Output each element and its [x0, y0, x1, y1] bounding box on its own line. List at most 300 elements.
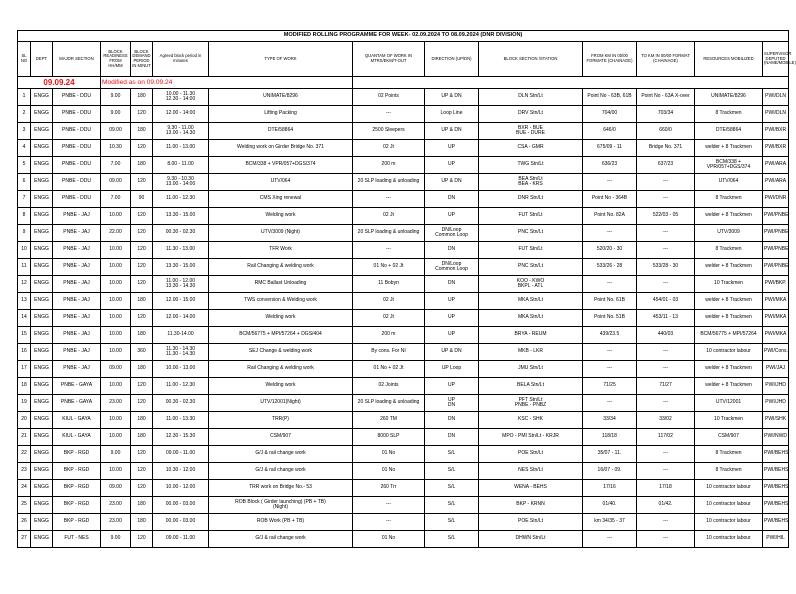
cell-to: 117/02 [637, 429, 695, 446]
cell-readiness: 9.00 [101, 531, 131, 548]
cell-agreed: 11.30-14.00 [153, 327, 209, 344]
cell-direction: UP [425, 140, 479, 157]
table-row [18, 429, 789, 446]
subheader-row [18, 77, 789, 89]
cell-quantum: 260 Trr [353, 480, 425, 497]
cell-to: --- [637, 446, 695, 463]
cell-section: KIUL - GAYA [53, 429, 101, 446]
programme-date: 09.09.24 [18, 77, 101, 89]
cell-direction: DN/Loop Common Loop [425, 225, 479, 242]
modified-note: Modified as on 09.09.24 [101, 77, 353, 89]
cell-period: 120 [131, 463, 153, 480]
cell-resources: 10 contractor labour [695, 480, 763, 497]
cell-block: PNC Stn/Lt [479, 225, 583, 242]
cell-agreed: 00.00 - 03.00 [153, 514, 209, 531]
table-row [18, 497, 789, 514]
cell-quantum: 01 No [353, 531, 425, 548]
table-row [18, 208, 789, 225]
cell-block: DHWN Stn/Lt [479, 531, 583, 548]
cell-from: 439/23.5 [583, 327, 637, 344]
table-row [18, 191, 789, 208]
cell-period: 120 [131, 395, 153, 412]
cell-to: --- [637, 225, 695, 242]
cell-quantum: 01 No [353, 446, 425, 463]
cell-direction: UP [425, 378, 479, 395]
cell-section: PNBE - JAJ [53, 293, 101, 310]
cell-direction: Loop Line [425, 106, 479, 123]
cell-quantum: 02 Joints [353, 378, 425, 395]
cell-section: PNBE - JAJ [53, 259, 101, 276]
cell-supervisor: PWI/HIL [763, 531, 789, 548]
cell-quantum: 01 No + 02 Jt [353, 361, 425, 378]
table-row [18, 463, 789, 480]
cell-section: PNBE - JAJ [53, 344, 101, 361]
cell-dept: ENGG [31, 429, 53, 446]
cell-work: TFR Work [209, 242, 353, 259]
cell-block: TWG Stn/Lt [479, 157, 583, 174]
cell-to: --- [637, 361, 695, 378]
cell-supervisor: PWI/JAJ [763, 361, 789, 378]
cell-sl: 12 [18, 276, 31, 293]
cell-readiness: 10.00 [101, 276, 131, 293]
cell-direction: UP Loop [425, 361, 479, 378]
cell-resources: 10 contractor labour [695, 497, 763, 514]
cell-direction: UP [425, 157, 479, 174]
cell-from: 17/16 [583, 480, 637, 497]
cell-work: TWS conversion & Welding work [209, 293, 353, 310]
cell-work: BCM/338 + VPR/057+DGS/374 [209, 157, 353, 174]
cell-section: PNBE - GAYA [53, 395, 101, 412]
cell-from: --- [583, 361, 637, 378]
cell-quantum: 2500 Sleepers [353, 123, 425, 140]
cell-period: 120 [131, 276, 153, 293]
table-row [18, 446, 789, 463]
cell-section: PNBE - GAYA [53, 378, 101, 395]
cell-direction: UP [425, 327, 479, 344]
table-row [18, 514, 789, 531]
cell-resources: UNIMATE/8296 [695, 89, 763, 106]
cell-work: Welding work on Girder Bridge No. 371 [209, 140, 353, 157]
cell-resources: welder + 8 Trackmen [695, 378, 763, 395]
cell-dept: ENGG [31, 395, 53, 412]
cell-from: 35/07 - 11. [583, 446, 637, 463]
cell-block: MPO - PMI Stn/Lt - KRJR [479, 429, 583, 446]
cell-resources: DTE/58864 [695, 123, 763, 140]
cell-block: BKP - KRNN [479, 497, 583, 514]
cell-dept: ENGG [31, 480, 53, 497]
cell-readiness: 9.00 [101, 89, 131, 106]
cell-agreed: 11.00 - 12.30 [153, 378, 209, 395]
cell-agreed: 12.00 - 15.00 [153, 293, 209, 310]
cell-to: 33/02 [637, 412, 695, 429]
cell-supervisor: PWI/BEHS [763, 463, 789, 480]
cell-supervisor: PWI/PNBE [763, 242, 789, 259]
cell-block: BXR - BUE BUE - DURE [479, 123, 583, 140]
cell-to: --- [637, 463, 695, 480]
cell-agreed: 12.30 - 15.30 [153, 429, 209, 446]
cell-supervisor: PWI/Cons. [763, 344, 789, 361]
cell-to: 454/01 - 03 [637, 293, 695, 310]
header-agreed: Agreed block period in minutes [153, 42, 209, 77]
cell-section: FUT - NES [53, 531, 101, 548]
cell-section: BKP - RGD [53, 514, 101, 531]
cell-direction: DN/Loop Common Loop [425, 259, 479, 276]
cell-section: KIUL - GAYA [53, 412, 101, 429]
cell-from: 16/07 - 09. [583, 463, 637, 480]
cell-agreed: 10.00 - 12.00 [153, 480, 209, 497]
cell-section: PNBE - JAJ [53, 242, 101, 259]
cell-block: NES Stn/Lt [479, 463, 583, 480]
cell-supervisor: PWI/BEHS [763, 480, 789, 497]
cell-quantum: 260 TM [353, 412, 425, 429]
cell-to: 522/03 - 05 [637, 208, 695, 225]
cell-agreed: 8.00 - 11.00 [153, 157, 209, 174]
cell-resources: CSM/907 [695, 429, 763, 446]
cell-quantum: 20 SLP loading & unloading [353, 225, 425, 242]
table-row [18, 378, 789, 395]
cell-section: PNBE - JAJ [53, 327, 101, 344]
cell-from: 636/23 [583, 157, 637, 174]
cell-section: PNBE - DDU [53, 106, 101, 123]
cell-block: BRYA - REUM [479, 327, 583, 344]
cell-readiness: 10.00 [101, 242, 131, 259]
cell-from: 520/20 - 30 [583, 242, 637, 259]
cell-readiness: 10.00 [101, 259, 131, 276]
cell-readiness: 10.00 [101, 327, 131, 344]
cell-resources: BCM/56775 + MPI/57264 [695, 327, 763, 344]
table-row [18, 276, 789, 293]
cell-work: ROB Work (PB + TB) [209, 514, 353, 531]
cell-agreed: 09.00 - 11.00 [153, 446, 209, 463]
table-row [18, 106, 789, 123]
cell-supervisor: PWI/PNBE [763, 225, 789, 242]
cell-dept: ENGG [31, 531, 53, 548]
cell-work: UTV/12001(Night) [209, 395, 353, 412]
cell-readiness: 10.00 [101, 310, 131, 327]
cell-supervisor: PWI/ARA [763, 157, 789, 174]
cell-dept: ENGG [31, 310, 53, 327]
cell-work: CSM/907 [209, 429, 353, 446]
cell-to: 440/03 [637, 327, 695, 344]
cell-readiness: 9.00 [101, 106, 131, 123]
cell-block: MKB - LKR [479, 344, 583, 361]
cell-period: 180 [131, 327, 153, 344]
table-row [18, 259, 789, 276]
cell-sl: 24 [18, 480, 31, 497]
cell-work: TRR work on Bridge No.- 53 [209, 480, 353, 497]
cell-work: Welding work [209, 208, 353, 225]
cell-from: Point No. 82A [583, 208, 637, 225]
cell-to: 17/18 [637, 480, 695, 497]
cell-sl: 21 [18, 429, 31, 446]
cell-sl: 16 [18, 344, 31, 361]
cell-block: BELA Stn/Lt [479, 378, 583, 395]
header-readiness: BLOCK READINESS FROM HH/MM [101, 42, 131, 77]
cell-block: DRV Stn/Lt [479, 106, 583, 123]
cell-period: 120 [131, 140, 153, 157]
table-row [18, 242, 789, 259]
table-row [18, 480, 789, 497]
cell-period: 180 [131, 514, 153, 531]
sheet-title: MODIFIED ROLLING PROGRAMME FOR WEEK- 02.09.2024 TO 08.09.2024 (DNR DIVISION) [18, 31, 789, 42]
cell-sl: 23 [18, 463, 31, 480]
cell-agreed: 11.00 - 12.30 [153, 191, 209, 208]
cell-resources: 10 contractor labour [695, 344, 763, 361]
header-period: BLOCK DEMAND PERIOD IN MINUT [131, 42, 153, 77]
table-row [18, 174, 789, 191]
cell-work: G/J & rail change work [209, 446, 353, 463]
cell-resources: welder + 8 Trackmen [695, 208, 763, 225]
cell-resources: welder + 8 Trackmen [695, 293, 763, 310]
cell-sl: 14 [18, 310, 31, 327]
cell-block: FUT Stn/Lt [479, 208, 583, 225]
cell-work: UTV/3009 (Night) [209, 225, 353, 242]
cell-to: 01/42. [637, 497, 695, 514]
cell-quantum: 8000 SLP [353, 429, 425, 446]
cell-supervisor: PWI/SHK [763, 412, 789, 429]
cell-block: KOO - KWO BKPL - ATL [479, 276, 583, 293]
cell-readiness: 10.00 [101, 378, 131, 395]
cell-dept: ENGG [31, 174, 53, 191]
header-quantum: QUANTAM OF WORK IN MTRS/EKM/T-OUT [353, 42, 425, 77]
cell-to: --- [637, 276, 695, 293]
cell-to: --- [637, 514, 695, 531]
cell-work: CMS Xing renewal [209, 191, 353, 208]
cell-resources: 10 contractor labour [695, 531, 763, 548]
cell-dept: ENGG [31, 106, 53, 123]
header-section: MAJOR SECTION [53, 42, 101, 77]
cell-direction: UP [425, 293, 479, 310]
cell-direction: S/L [425, 514, 479, 531]
cell-agreed: 00.30 - 02.30 [153, 395, 209, 412]
cell-readiness: 9.00 [101, 446, 131, 463]
cell-dept: ENGG [31, 497, 53, 514]
cell-quantum: 20 SLP loading & unloading [353, 174, 425, 191]
cell-agreed: 9.30 - 10.30 13.00 - 14:00 [153, 174, 209, 191]
cell-sl: 20 [18, 412, 31, 429]
cell-agreed: 13.30 - 15.00 [153, 208, 209, 225]
cell-section: BKP - RGD [53, 446, 101, 463]
table-row [18, 123, 789, 140]
cell-supervisor: PWI/MKA [763, 310, 789, 327]
cell-work: Lifting Packing [209, 106, 353, 123]
subheader-blank [353, 77, 789, 89]
cell-resources: 10 Trackmen [695, 412, 763, 429]
cell-block: POE Stn/Lt [479, 514, 583, 531]
cell-work: Rail Changing & welding work [209, 259, 353, 276]
cell-period: 90 [131, 191, 153, 208]
cell-supervisor: PWI/BXR [763, 123, 789, 140]
cell-agreed: 11.30 - 14.30 11.30 - 14.30 [153, 344, 209, 361]
cell-dept: ENGG [31, 276, 53, 293]
header-block-section: BLOCK SECTION /STATION [479, 42, 583, 77]
cell-work: TRR(P) [209, 412, 353, 429]
cell-from: --- [583, 225, 637, 242]
header-resources: RESOURCES MOBILIZED [695, 42, 763, 77]
cell-section: PNBE - DDU [53, 174, 101, 191]
cell-period: 120 [131, 480, 153, 497]
cell-readiness: 23.00 [101, 395, 131, 412]
cell-dept: ENGG [31, 463, 53, 480]
cell-quantum: --- [353, 242, 425, 259]
cell-section: PNBE - JAJ [53, 310, 101, 327]
cell-sl: 5 [18, 157, 31, 174]
cell-agreed: 09.00 - 11.00 [153, 531, 209, 548]
cell-dept: ENGG [31, 446, 53, 463]
table-row [18, 412, 789, 429]
table-row [18, 89, 789, 106]
cell-sl: 13 [18, 293, 31, 310]
cell-dept: ENGG [31, 344, 53, 361]
cell-agreed: 11.00 - 13.30 [153, 412, 209, 429]
cell-block: FUT Stn/Lt [479, 242, 583, 259]
cell-resources: welder + 8 Trackmen [695, 259, 763, 276]
cell-resources: BCM/338 + VPR/057+DGS/374 [695, 157, 763, 174]
cell-direction: UP & DN [425, 344, 479, 361]
cell-work: Welding work [209, 378, 353, 395]
cell-section: PNBE - DDU [53, 89, 101, 106]
rolling-programme-table [17, 30, 796, 548]
cell-period: 120 [131, 310, 153, 327]
cell-resources: 8 Trackmen [695, 106, 763, 123]
cell-direction: S/L [425, 480, 479, 497]
cell-period: 360 [131, 344, 153, 361]
header-work: TYPE OF WORK [209, 42, 353, 77]
cell-work: ROB Block ( Girder launching) (PB + TB) (Night) [209, 497, 353, 514]
cell-period: 180 [131, 157, 153, 174]
cell-sl: 15 [18, 327, 31, 344]
cell-block: MKA Stn/Lt [479, 310, 583, 327]
cell-block: PFT Stn/Lt PNBE - PNBZ [479, 395, 583, 412]
cell-agreed: 11.00 - 12.00 13.30 - 14.30 [153, 276, 209, 293]
cell-work: DTE/58864 [209, 123, 353, 140]
cell-supervisor: PWI/BEHS [763, 446, 789, 463]
cell-direction: S/L [425, 463, 479, 480]
cell-block: DNR Stn/Lt [479, 191, 583, 208]
cell-sl: 3 [18, 123, 31, 140]
cell-quantum: 200 m [353, 157, 425, 174]
cell-dept: ENGG [31, 378, 53, 395]
table-row [18, 293, 789, 310]
table-row [18, 140, 789, 157]
header-direction: DIRECTION (UP/DN) [425, 42, 479, 77]
cell-sl: 6 [18, 174, 31, 191]
cell-work: Welding work [209, 310, 353, 327]
cell-section: PNBE - DDU [53, 157, 101, 174]
cell-readiness: 09.00 [101, 174, 131, 191]
cell-period: 180 [131, 429, 153, 446]
cell-readiness: 10.00 [101, 344, 131, 361]
cell-sl: 9 [18, 225, 31, 242]
cell-sl: 1 [18, 89, 31, 106]
cell-from: --- [583, 395, 637, 412]
cell-dept: ENGG [31, 89, 53, 106]
cell-sl: 2 [18, 106, 31, 123]
cell-agreed: 12.00 - 14.00 [153, 310, 209, 327]
cell-resources: 8 Trackmen [695, 242, 763, 259]
cell-from: Point No - 63B, 61B [583, 89, 637, 106]
cell-resources: 10 Trackmen [695, 276, 763, 293]
cell-supervisor: PWI/BEHS [763, 497, 789, 514]
cell-block: BEA Stn/Lt BEA - KRS [479, 174, 583, 191]
cell-readiness: 23.00 [101, 514, 131, 531]
cell-agreed: 10.00 - 13.00 [153, 361, 209, 378]
cell-direction: DN [425, 412, 479, 429]
cell-section: BKP - RGD [53, 497, 101, 514]
cell-agreed: 10.00 - 11.30 12.30 - 14:00 [153, 89, 209, 106]
cell-agreed: 13.30 - 15.00 [153, 259, 209, 276]
cell-work: RMC Ballast Unloading [209, 276, 353, 293]
cell-direction: DN [425, 191, 479, 208]
cell-to: 453/11 - 13 [637, 310, 695, 327]
cell-readiness: 10.30 [101, 140, 131, 157]
cell-to: 637/23 [637, 157, 695, 174]
cell-quantum: 02 Jt [353, 310, 425, 327]
cell-resources: welder + 8 Trackmen [695, 361, 763, 378]
cell-supervisor: PWI/PNBE [763, 259, 789, 276]
cell-direction: UP DN [425, 395, 479, 412]
cell-period: 180 [131, 361, 153, 378]
cell-readiness: 22.00 [101, 225, 131, 242]
cell-block: MKA Stn/Lt [479, 293, 583, 310]
cell-supervisor: PWI/DLN [763, 106, 789, 123]
cell-quantum: 20 SLP loading & unloading [353, 395, 425, 412]
cell-readiness: 09.00 [101, 480, 131, 497]
cell-work: G/J & rail change work [209, 531, 353, 548]
cell-direction: S/L [425, 446, 479, 463]
cell-sl: 22 [18, 446, 31, 463]
cell-period: 120 [131, 259, 153, 276]
cell-resources: 8 Trackmen [695, 191, 763, 208]
cell-sl: 11 [18, 259, 31, 276]
cell-sl: 4 [18, 140, 31, 157]
cell-section: PNBE - DDU [53, 191, 101, 208]
cell-work: G/J & rail change work [209, 463, 353, 480]
cell-agreed: 11.00 - 13.00 [153, 140, 209, 157]
cell-resources: UTV/12001 [695, 395, 763, 412]
cell-period: 120 [131, 531, 153, 548]
cell-dept: ENGG [31, 293, 53, 310]
cell-direction: UP [425, 208, 479, 225]
cell-from: Point No. 51B [583, 310, 637, 327]
cell-section: BKP - RGD [53, 480, 101, 497]
cell-resources: 10 contractor labour [695, 514, 763, 531]
header-to-km: TO KM IN 00/00 FORMAT (CHAINAGE) [637, 42, 695, 77]
cell-to: --- [637, 191, 695, 208]
cell-dept: ENGG [31, 140, 53, 157]
cell-from: km 34/35 - 37 [583, 514, 637, 531]
cell-agreed: 00.00 - 03.00 [153, 497, 209, 514]
cell-readiness: 7.00 [101, 157, 131, 174]
cell-section: BKP - RGD [53, 463, 101, 480]
cell-quantum: --- [353, 191, 425, 208]
cell-to: --- [637, 395, 695, 412]
cell-direction: UP & DN [425, 174, 479, 191]
cell-dept: ENGG [31, 191, 53, 208]
cell-sl: 8 [18, 208, 31, 225]
cell-supervisor: PWI/DLN [763, 89, 789, 106]
cell-dept: ENGG [31, 327, 53, 344]
cell-direction: DN [425, 276, 479, 293]
cell-period: 120 [131, 106, 153, 123]
cell-work: UNIMATE/8296 [209, 89, 353, 106]
cell-readiness: 7.00 [101, 191, 131, 208]
cell-quantum: 11 Bobyn [353, 276, 425, 293]
cell-direction: UP & DN [425, 89, 479, 106]
table-row [18, 310, 789, 327]
cell-from: 675/09 - 11 [583, 140, 637, 157]
cell-from: Point No - 364B [583, 191, 637, 208]
